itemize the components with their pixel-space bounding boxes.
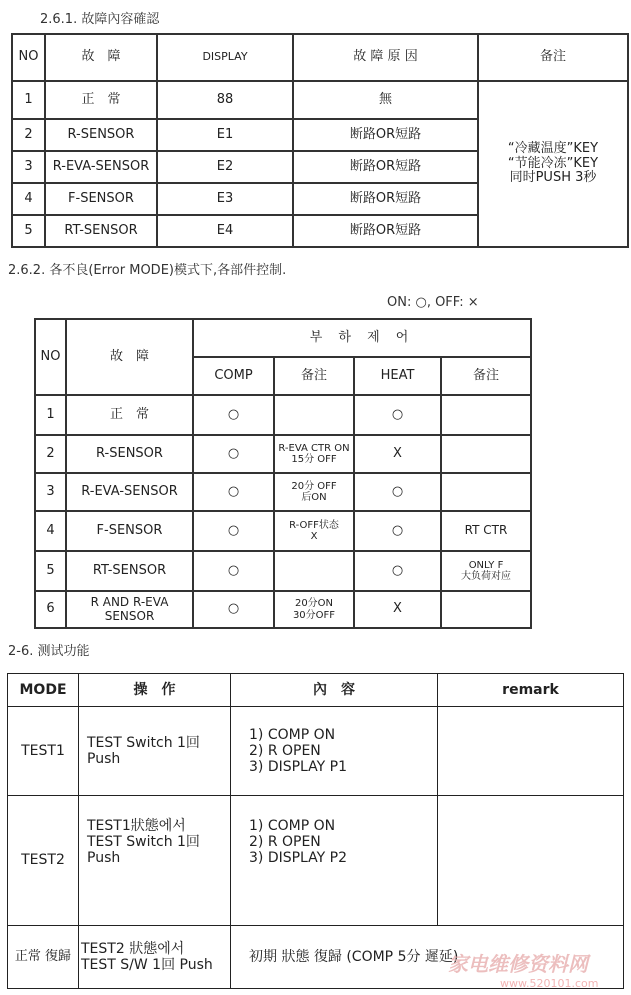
row-heat: ○	[354, 395, 441, 435]
table-row	[35, 435, 531, 473]
header-no: NO	[35, 319, 66, 395]
table-header-row	[35, 319, 531, 357]
row-no: 1	[35, 395, 66, 435]
row-note1	[274, 551, 354, 591]
row-remark	[438, 707, 624, 796]
row-heat: ○	[354, 473, 441, 511]
row-comp: ○	[193, 591, 274, 628]
header-mode: MODE	[8, 674, 79, 707]
row-no: 1	[12, 81, 45, 119]
row-mode: TEST2	[8, 796, 79, 926]
header-display: DISPLAY	[157, 34, 293, 81]
row-heat: ○	[354, 511, 441, 551]
fault-check-table	[11, 33, 629, 248]
row-fault: R AND R-EVA SENSOR	[66, 591, 193, 628]
table-row	[35, 395, 531, 435]
row-fault: F-SENSOR	[45, 183, 157, 215]
row-operation: TEST1狀態에서 TEST Switch 1回 Push	[79, 796, 231, 926]
header-note2: 备注	[441, 357, 531, 395]
header-content: 內 容	[231, 674, 438, 707]
header-cause: 故 障 原 因	[293, 34, 478, 81]
table-header-row	[12, 34, 628, 81]
header-heat: HEAT	[354, 357, 441, 395]
row-cause: 断路OR短路	[293, 119, 478, 151]
table-row	[8, 796, 624, 926]
row-note1: R-OFF状态 X	[274, 511, 354, 551]
row-comp: ○	[193, 435, 274, 473]
row-remark	[438, 796, 624, 926]
table-row	[12, 81, 628, 119]
remark-cell	[478, 81, 628, 247]
row-fault: R-EVA-SENSOR	[45, 151, 157, 183]
row-mode: TEST1	[8, 707, 79, 796]
row-heat: X	[354, 435, 441, 473]
row-note1: R-EVA CTR ON 15分 OFF	[274, 435, 354, 473]
row-no: 2	[35, 435, 66, 473]
header-no: NO	[12, 34, 45, 81]
table-header-row	[8, 674, 624, 707]
row-no: 2	[12, 119, 45, 151]
row-comp: ○	[193, 395, 274, 435]
watermark-url: www.520101.com	[500, 977, 599, 990]
row-fault: RT-SENSOR	[45, 215, 157, 247]
row-fault: R-SENSOR	[66, 435, 193, 473]
header-fault: 故 障	[45, 34, 157, 81]
watermark-text: 家电维修资料网	[448, 952, 588, 976]
row-note2	[441, 395, 531, 435]
table-row	[35, 591, 531, 628]
remark-line: “冷藏温度”KEY	[507, 140, 599, 156]
row-note1	[274, 395, 354, 435]
section3-title: 2-6. 测试功能	[8, 644, 90, 659]
row-content: 初期 狀態 復歸 (COMP 5分 遲延)	[231, 926, 624, 989]
row-cause: 断路OR短路	[293, 183, 478, 215]
row-comp: ○	[193, 473, 274, 511]
section1-title: 2.6.1. 故障內容確認	[40, 12, 160, 27]
remark-line: “节能冷冻”KEY	[507, 155, 599, 171]
header-fault: 故 障	[66, 319, 193, 395]
table-row	[8, 707, 624, 796]
header-remark: remark	[438, 674, 624, 707]
header-operation: 操 作	[79, 674, 231, 707]
section2-title: 2.6.2. 各不良(Error MODE)模式下,各部件控制.	[8, 263, 287, 278]
row-cause: 断路OR短路	[293, 151, 478, 183]
remark-line: 同时PUSH 3秒	[509, 170, 597, 186]
header-note1: 备注	[274, 357, 354, 395]
test-function-table	[7, 673, 624, 989]
row-fault: R-EVA-SENSOR	[66, 473, 193, 511]
row-display: E1	[157, 119, 293, 151]
row-operation: TEST Switch 1回 Push	[79, 707, 231, 796]
table-row	[35, 473, 531, 511]
row-note2	[441, 473, 531, 511]
row-note1: 20分 OFF 后ON	[274, 473, 354, 511]
header-comp: COMP	[193, 357, 274, 395]
row-heat: ○	[354, 551, 441, 591]
row-fault: 正 常	[66, 395, 193, 435]
row-display: E4	[157, 215, 293, 247]
row-no: 4	[12, 183, 45, 215]
row-content: 1) COMP ON 2) R OPEN 3) DISPLAY P1	[231, 707, 438, 796]
row-note2: RT CTR	[441, 511, 531, 551]
legend: ON: ○, OFF: ×	[387, 295, 479, 310]
row-fault: RT-SENSOR	[66, 551, 193, 591]
row-display: 88	[157, 81, 293, 119]
row-heat: X	[354, 591, 441, 628]
row-no: 5	[35, 551, 66, 591]
row-fault: 正 常	[45, 81, 157, 119]
row-cause: 断路OR短路	[293, 215, 478, 247]
header-load-control: 부 하 제 어	[193, 319, 531, 357]
row-fault: F-SENSOR	[66, 511, 193, 551]
row-display: E2	[157, 151, 293, 183]
row-cause: 無	[293, 81, 478, 119]
row-mode: 正常 復歸	[8, 926, 79, 989]
row-no: 5	[12, 215, 45, 247]
row-note2	[441, 591, 531, 628]
row-no: 3	[12, 151, 45, 183]
row-comp: ○	[193, 511, 274, 551]
table-row	[35, 511, 531, 551]
row-note1: 20分ON 30分OFF	[274, 591, 354, 628]
table-row	[35, 551, 531, 591]
row-fault: R-SENSOR	[45, 119, 157, 151]
row-note2: ONLY F 大负荷对应	[441, 551, 531, 591]
header-remark: 备注	[478, 34, 628, 81]
row-no: 4	[35, 511, 66, 551]
row-display: E3	[157, 183, 293, 215]
row-note2	[441, 435, 531, 473]
row-content: 1) COMP ON 2) R OPEN 3) DISPLAY P2	[231, 796, 438, 926]
row-operation: TEST2 狀態에서 TEST S/W 1回 Push	[79, 926, 231, 989]
component-control-table	[34, 318, 532, 629]
row-no: 6	[35, 591, 66, 628]
row-comp: ○	[193, 551, 274, 591]
row-no: 3	[35, 473, 66, 511]
